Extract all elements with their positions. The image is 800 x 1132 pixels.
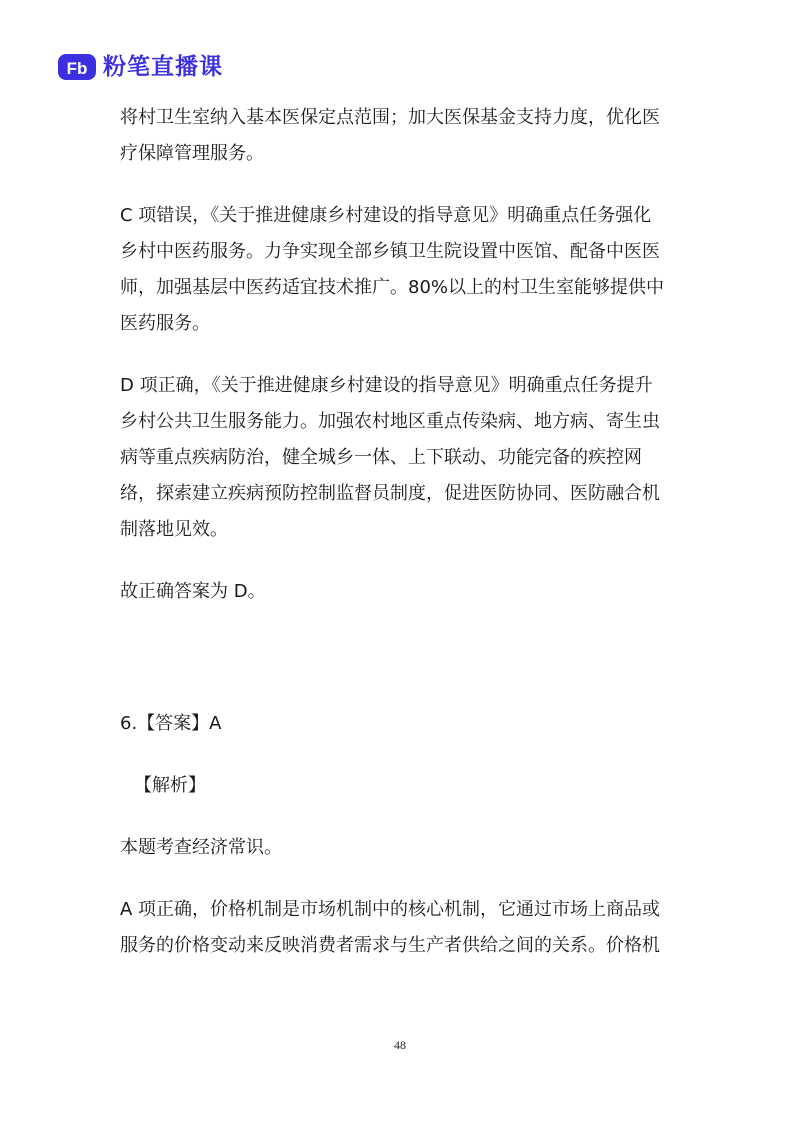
fenbi-logo-icon — [58, 51, 98, 83]
text-line: 将村卫生室纳入基本医保定点范围；加大医保基金支持力度，优化医 — [120, 107, 660, 128]
text-line: 制落地见效。 — [120, 519, 228, 540]
paragraph-q6-a — [120, 892, 680, 964]
paragraph-d — [120, 368, 680, 548]
text-line: 络，探索建立疾病预防控制监督员制度，促进医防协同、医防融合机 — [120, 483, 660, 504]
text-line: D 项正确，《关于推进健康乡村建设的指导意见》明确重点任务提升 — [120, 375, 653, 396]
text-line: 病等重点疾病防治，健全城乡一体、上下联动、功能完备的疾控网 — [120, 447, 642, 468]
text-line: 乡村公共卫生服务能力。加强农村地区重点传染病、地方病、寄生虫 — [120, 411, 660, 432]
text-line: A 项正确，价格机制是市场机制中的核心机制，它通过市场上商品或 — [120, 899, 661, 920]
text-line: 服务的价格变动来反映消费者需求与生产者供给之间的关系。价格机 — [120, 935, 660, 956]
paragraph-a-end — [120, 100, 680, 172]
page-header — [58, 50, 223, 84]
q6-answer: 6.【答案】A — [120, 713, 222, 734]
q6-topic: 本题考查经济常识。 — [120, 837, 282, 858]
conclusion: 故正确答案为 D。 — [120, 581, 266, 602]
document-body — [120, 100, 680, 964]
text-line: 乡村中医药服务。力争实现全部乡镇卫生院设置中医馆、配备中医医 — [120, 241, 660, 262]
text-line: 疗保障管理服务。 — [120, 143, 264, 164]
paragraph-c — [120, 198, 680, 342]
text-line: 师，加强基层中医药适宜技术推广。80%以上的村卫生室能够提供中 — [120, 277, 665, 298]
page-number: 48 — [394, 1038, 406, 1052]
text-line: 医药服务。 — [120, 313, 210, 334]
brand-name: 粉笔直播课 — [103, 53, 223, 80]
svg-text:Fb: Fb — [66, 59, 88, 78]
text-line: C 项错误，《关于推进健康乡村建设的指导意见》明确重点任务强化 — [120, 205, 652, 226]
q6-analysis-label: 【解析】 — [134, 775, 206, 796]
